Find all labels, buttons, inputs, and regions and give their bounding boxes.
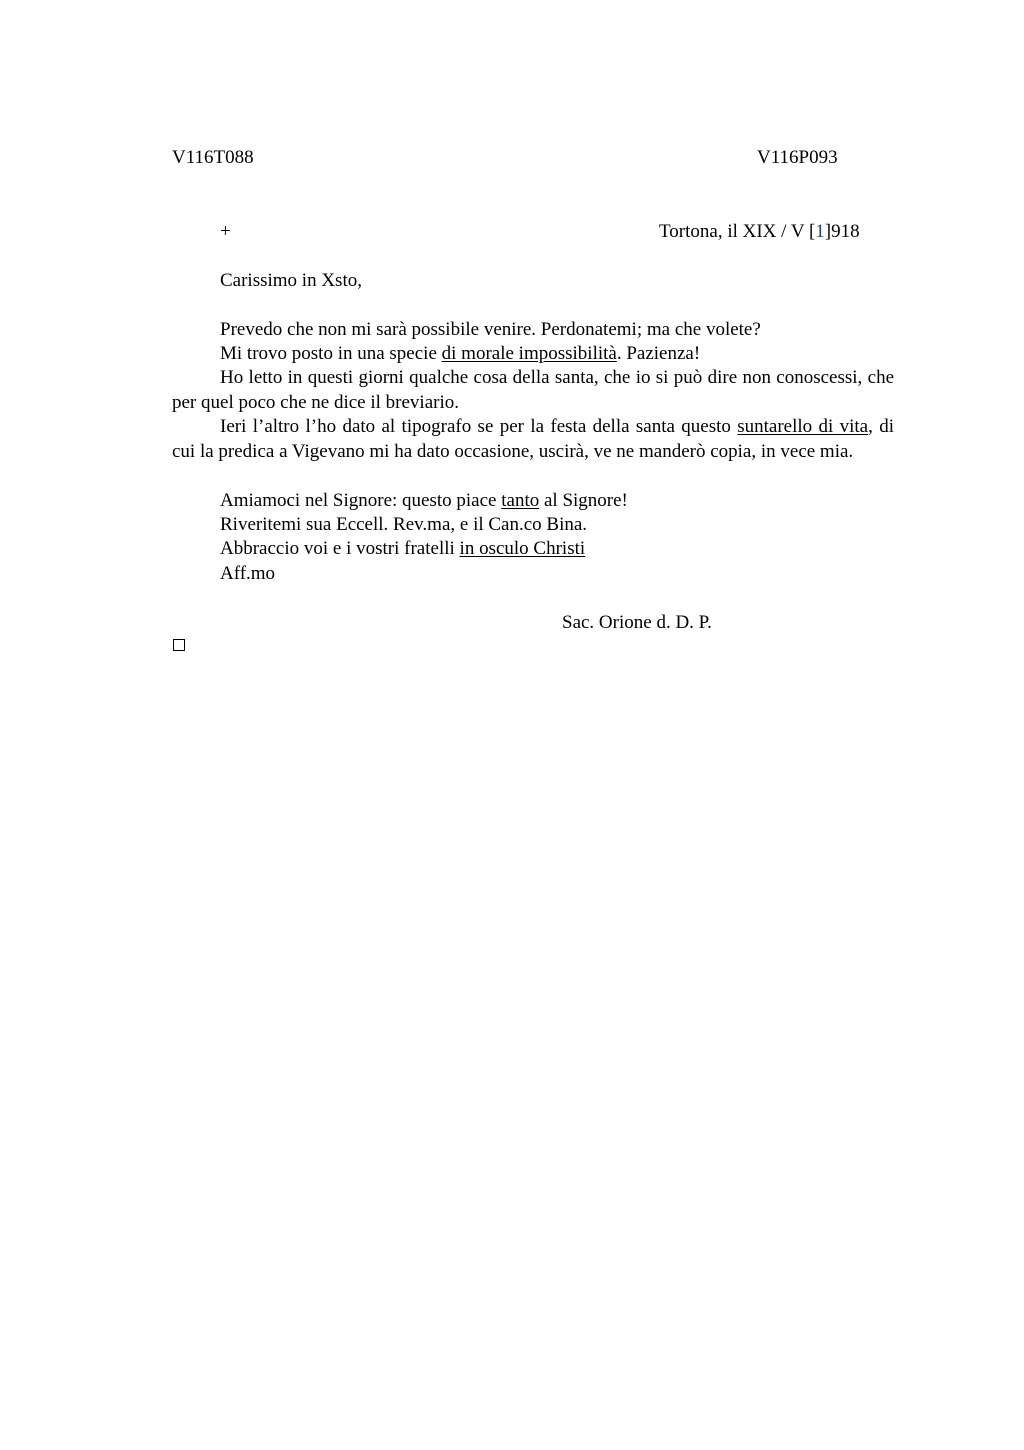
line2-before: Mi trovo posto in una specie [220,343,442,364]
date-prefix: Tortona, il XIX / V [ [659,221,816,242]
square-outline-icon [173,639,185,651]
line5-after: al Signore! [539,490,628,511]
body-line-7 [220,537,585,561]
line5-underlined: tanto [501,490,540,511]
letter-date [659,220,860,244]
body-paragraph-3: Ho letto in questi giorni qualche cosa della santa, che io si può dire non conoscessi, che per quel poco che ne dice il breviario. [172,367,894,413]
header-left-code: V116T088 [172,147,254,168]
para4-underlined: suntarello di vita [737,416,869,437]
body-paragraph-4 [172,415,894,464]
para4-before: Ieri l’altro l’ho dato al tipografo se per la festa della santa questo [220,416,738,437]
header-right-code: V116P093 [757,147,838,168]
line2-underlined: di morale impossibilità [441,343,617,364]
body-line-2 [220,342,700,366]
body-line-1: Prevedo che non mi sarà possibile venire. Perdonatemi; ma che volete? [220,319,761,340]
line5-before: Amiamoci nel Signore: questo piace [220,490,502,511]
cross-mark: + [220,221,231,242]
body-line-6: Riveritemi sua Eccell. Rev.ma, e il Can.co Bina. [220,514,588,535]
para4-after: , di cui la predica a Vigevano mi ha dato occasione, uscirà, ve ne manderò copia, in vece mia. [172,416,894,462]
line7-underlined: in osculo Christi [459,538,586,559]
signature: Sac. Orione d. D. P. [562,612,712,633]
closing: Aff.mo [220,563,276,584]
salutation: Carissimo in Xsto, [220,270,362,291]
date-suffix: ]918 [824,221,860,242]
body-line-5 [220,489,628,513]
line7-before: Abbraccio voi e i vostri fratelli [220,538,460,559]
line2-after: . Pazienza! [616,343,701,364]
date-bracket-digit: 1 [815,221,825,242]
